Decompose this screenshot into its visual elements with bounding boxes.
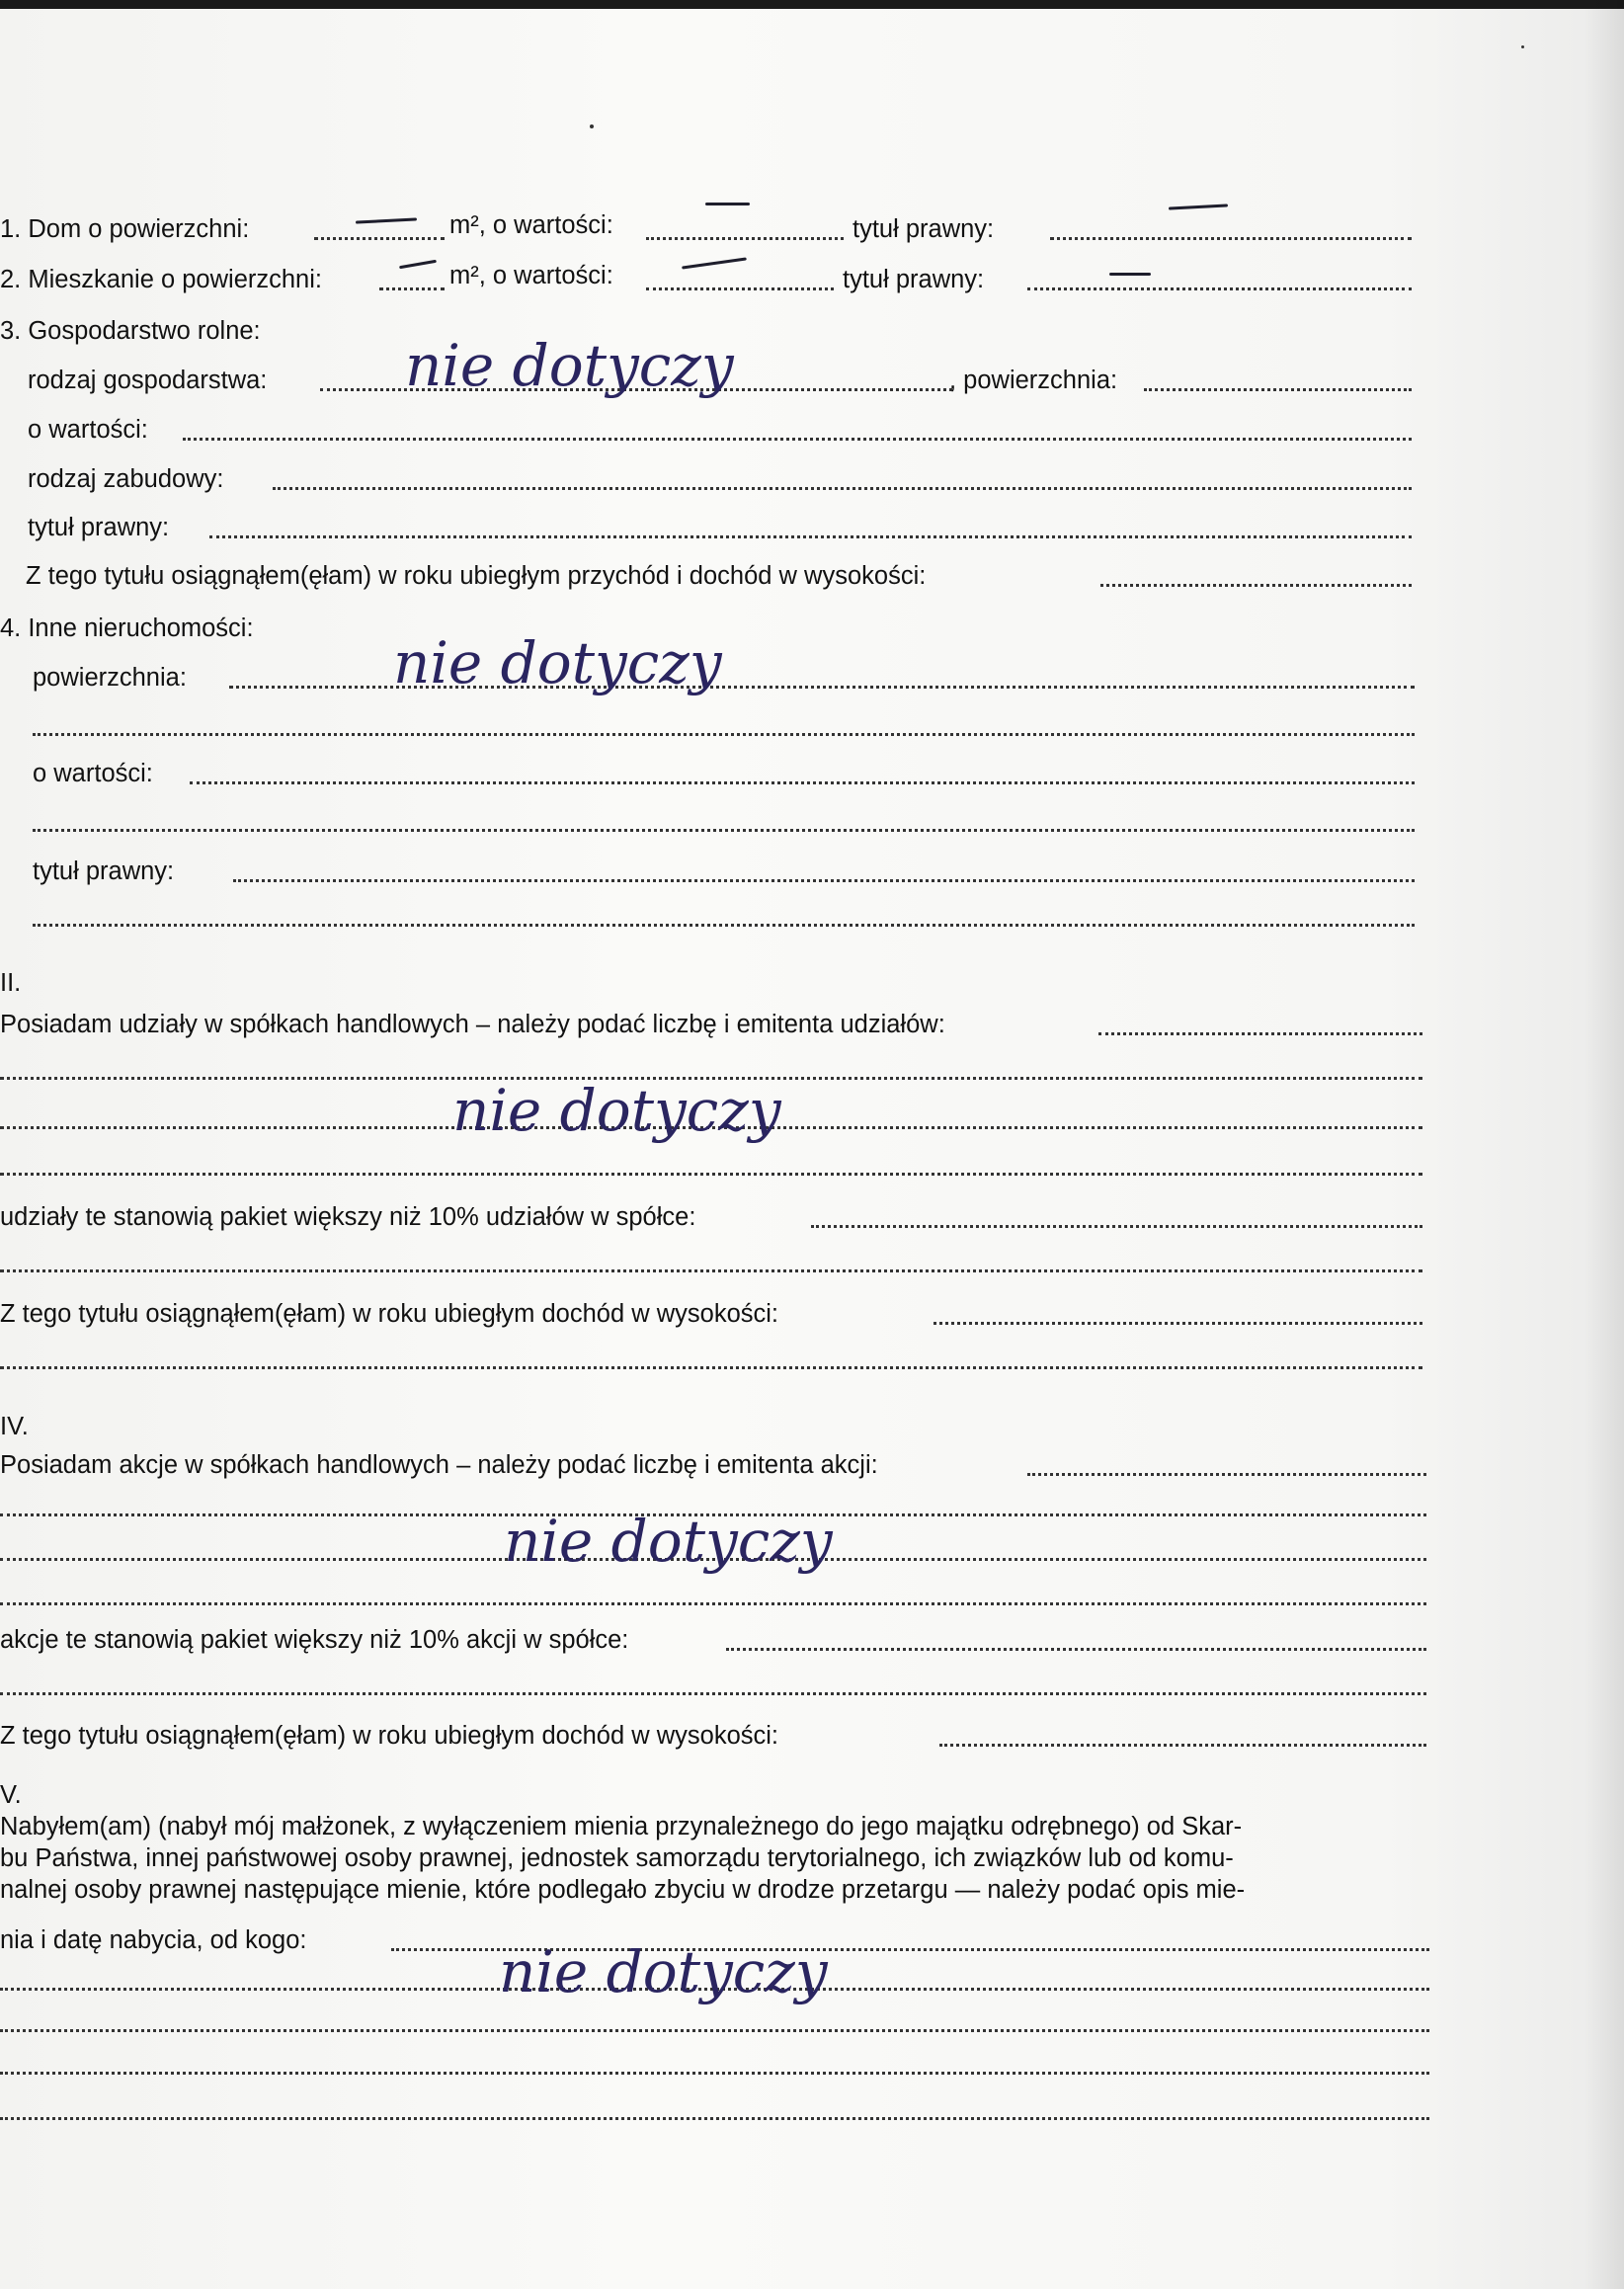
dom-unit-row: [449, 213, 613, 239]
gospodarstwo-wartosc-field[interactable]: [183, 438, 1412, 441]
mienie-line-4: [0, 1928, 306, 1954]
section-numeral: [0, 1415, 29, 1440]
mieszkanie-title-label: tytuł prawny:: [843, 266, 985, 293]
dom-row: [0, 217, 249, 243]
mienie-line-3: [0, 1878, 1245, 1904]
inne-powierzchnia-field-cont[interactable]: [33, 733, 1415, 736]
gospodarstwo-dochod-row: [26, 564, 926, 590]
inne-tytul-label: tytuł prawny:: [33, 858, 175, 885]
akcje-pakiet-row: [0, 1628, 628, 1654]
section-numeral-text: II.: [0, 969, 22, 997]
udzialy-pakiet-label: udziały te stanowią pakiet większy niż 10% udziałów w spółce:: [0, 1203, 696, 1231]
gospodarstwo-tytul-label: tytuł prawny:: [28, 514, 170, 541]
handwriting-nie-dotyczy: [504, 1508, 859, 1587]
inne-wartosc-label: o wartości:: [33, 760, 153, 787]
dom-title-field[interactable]: [1050, 237, 1412, 240]
handwriting-nie-dotyczy: [393, 629, 729, 708]
zabudowa-row: [28, 467, 223, 493]
gospodarstwo-wartosc-label: o wartości:: [28, 416, 148, 444]
gospodarstwo-dochod-label: Z tego tytułu osiągnąłem(ęłam) w roku ubiegłym przychód i dochód w wysokości:: [26, 562, 927, 590]
udzialy-label: Posiadam udziały w spółkach handlowych – należy podać liczbę i emitenta udziałów:: [0, 1011, 945, 1038]
dash-mark: [1169, 204, 1228, 209]
akcje-pakiet-field-cont[interactable]: [0, 1692, 1426, 1695]
inne-powierzchnia-row: [33, 666, 187, 692]
inne-wartosc-row: [33, 762, 153, 787]
inne-tytul-field-cont[interactable]: [33, 924, 1415, 927]
mieszkanie-value-field[interactable]: [646, 287, 834, 290]
akcje-row: [0, 1453, 878, 1479]
dash-mark: [356, 217, 417, 223]
gospodarstwo-heading-text: 3. Gospodarstwo rolne:: [0, 317, 261, 345]
zabudowa-label: rodzaj zabudowy:: [28, 465, 224, 493]
section-numeral-text: IV.: [0, 1413, 29, 1440]
dash-mark: [682, 257, 747, 269]
udzialy-dochod-row: [0, 1302, 778, 1328]
powierzchnia-row: [949, 368, 1117, 394]
inne-powierzchnia-label: powierzchnia:: [33, 664, 187, 692]
dom-title-row: [853, 217, 994, 243]
akcje-field-cont[interactable]: [0, 1602, 1426, 1605]
scan-top-border: [0, 0, 1624, 9]
gospodarstwo-powierzchnia-field[interactable]: [1144, 388, 1412, 391]
mieszkanie-title-field[interactable]: [1027, 287, 1412, 290]
inne-tytul-row: [33, 859, 174, 885]
handwriting-text: nie dotyczy: [405, 332, 734, 399]
akcje-pakiet-label: akcje te stanowią pakiet większy niż 10% akcji w spółce:: [0, 1626, 629, 1654]
inne-wartosc-field-cont[interactable]: [33, 829, 1415, 832]
scan-edge-shadow: [1584, 0, 1624, 2289]
rodzaj-gospodarstwa-row: [28, 368, 267, 394]
gospodarstwo-tytul-row: [28, 516, 169, 541]
handwriting-text: nie dotyczy: [499, 1938, 828, 2005]
udzialy-field[interactable]: [1098, 1032, 1422, 1035]
inne-nieruchomosci-heading: [0, 616, 254, 642]
mienie-line-1: [0, 1815, 1242, 1840]
udzialy-dochod-field[interactable]: [934, 1322, 1422, 1325]
udzialy-field-cont[interactable]: [0, 1173, 1422, 1176]
dom-title-label: tytuł prawny:: [853, 215, 995, 243]
mienie-text-4: nia i datę nabycia, od kogo:: [0, 1926, 307, 1954]
mienie-text-1: Nabyłem(am) (nabył mój małżonek, z wyłączeniem mienia przynależnego do jego majątku odrębnego) od Skar-: [0, 1813, 1243, 1840]
scan-speck: [1521, 45, 1524, 48]
mienie-text-2: bu Państwa, innej państwowej osoby prawnej, jednostek samorządu terytorialnego, ich związków lub od komu-: [0, 1844, 1234, 1872]
mieszkanie-title-row: [843, 268, 984, 293]
udzialy-row: [0, 1013, 945, 1038]
dom-value-label: , o wartości:: [478, 211, 613, 239]
inne-tytul-field[interactable]: [233, 879, 1415, 882]
mieszkanie-unit: m²: [449, 262, 479, 289]
mienie-field-cont[interactable]: [0, 2029, 1429, 2032]
handwriting-nie-dotyczy: [499, 1938, 874, 2017]
rodzaj-gospodarstwa-label: rodzaj gospodarstwa:: [28, 367, 268, 394]
inne-nieruchomosci-heading-text: 4. Inne nieruchomości:: [0, 614, 254, 642]
mieszkanie-row: [0, 268, 322, 293]
handwriting-text: nie dotyczy: [393, 629, 722, 696]
zabudowa-field[interactable]: [273, 487, 1412, 490]
handwriting-text: nie dotyczy: [452, 1077, 781, 1144]
dash-mark: [705, 203, 750, 205]
dash-mark: [399, 260, 437, 270]
handwriting-nie-dotyczy: [452, 1077, 788, 1156]
section-numeral: [0, 971, 21, 997]
akcje-dochod-row: [0, 1724, 778, 1750]
gospodarstwo-tytul-field[interactable]: [209, 535, 1412, 538]
powierzchnia-label: , powierzchnia:: [949, 367, 1118, 394]
udzialy-dochod-field-cont[interactable]: [0, 1366, 1422, 1369]
dom-label: 1. Dom o powierzchni:: [0, 215, 250, 243]
akcje-field[interactable]: [1027, 1473, 1426, 1476]
udzialy-pakiet-row: [0, 1205, 695, 1231]
mieszkanie-unit-row: [449, 264, 613, 289]
akcje-dochod-field[interactable]: [939, 1744, 1426, 1747]
mienie-field-cont[interactable]: [0, 2072, 1429, 2075]
akcje-pakiet-field[interactable]: [726, 1648, 1426, 1651]
gospodarstwo-dochod-field[interactable]: [1100, 584, 1412, 587]
mieszkanie-value-label: , o wartości:: [478, 262, 613, 289]
section-numeral-text: V.: [0, 1781, 22, 1809]
akcje-label: Posiadam akcje w spółkach handlowych – należy podać liczbę i emitenta akcji:: [0, 1451, 878, 1479]
section-numeral: [0, 1783, 22, 1809]
scan-speck: [590, 124, 594, 128]
udzialy-pakiet-field-cont[interactable]: [0, 1269, 1422, 1272]
dom-unit: m²: [449, 211, 479, 239]
mienie-line-2: [0, 1846, 1234, 1872]
udzialy-dochod-label: Z tego tytułu osiągnąłem(ęłam) w roku ubiegłym dochód w wysokości:: [0, 1300, 779, 1328]
mienie-field-cont[interactable]: [0, 2117, 1429, 2120]
mienie-text-3: nalnej osoby prawnej następujące mienie, które podlegało zbyciu w drodze przetargu — należy podać opis mie-: [0, 1876, 1246, 1904]
mieszkanie-label: 2. Mieszkanie o powierzchni:: [0, 266, 322, 293]
udzialy-pakiet-field[interactable]: [811, 1225, 1422, 1228]
dash-mark: [1109, 273, 1151, 276]
akcje-dochod-label: Z tego tytułu osiągnąłem(ęłam) w roku ubiegłym dochód w wysokości:: [0, 1722, 779, 1750]
dom-value-field[interactable]: [646, 237, 844, 240]
gospodarstwo-heading: [0, 319, 261, 345]
handwriting-nie-dotyczy: [405, 332, 734, 411]
mieszkanie-area-field[interactable]: [379, 287, 445, 290]
gospodarstwo-wartosc-row: [28, 418, 148, 444]
dom-area-field[interactable]: [314, 237, 445, 240]
inne-wartosc-field[interactable]: [190, 781, 1415, 784]
handwriting-text: nie dotyczy: [504, 1508, 833, 1575]
